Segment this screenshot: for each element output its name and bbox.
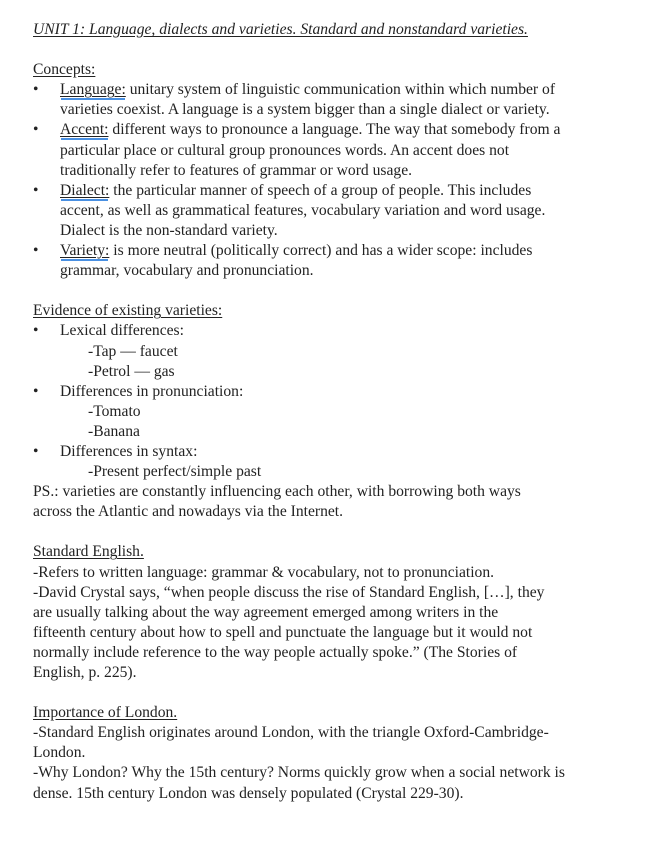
concept-definition: the particular manner of speech of a group of people. This includes: [109, 181, 532, 199]
concept-definition-line: traditionally refer to features of grammar or word usage.: [60, 161, 413, 179]
paragraph-line: normally include reference to the way people actually spoke.” (The Stories of: [33, 643, 518, 661]
evidence-example: -Tomato: [88, 402, 141, 420]
ps-line: PS.: varieties are constantly influencing each other, with borrowing both ways: [33, 483, 521, 501]
evidence-example: -Petrol — gas: [88, 362, 175, 380]
bullet-icon: •: [33, 181, 39, 199]
concept-definition-line: grammar, vocabulary and pronunciation.: [60, 262, 314, 280]
bullet-icon: •: [33, 382, 39, 400]
london-paragraph: [33, 723, 648, 803]
evidence-example: -Present perfect/simple past: [88, 463, 262, 481]
evidence-label: Differences in pronunciation:: [60, 382, 244, 400]
evidence-item: [33, 321, 648, 341]
concepts-heading: Concepts:: [33, 61, 96, 79]
evidence-heading: Evidence of existing varieties:: [33, 302, 223, 320]
evidence-label: Lexical differences:: [60, 322, 184, 340]
bullet-icon: •: [33, 242, 39, 260]
evidence-list: [33, 321, 648, 482]
paragraph-line: fifteenth century about how to spell and punctuate the language but it would not: [33, 623, 533, 641]
evidence-example: -Banana: [88, 422, 140, 440]
concept-definition: different ways to pronounce a language. The way that somebody from a: [108, 121, 561, 139]
concept-term: Dialect:: [60, 181, 110, 199]
paragraph-line: -David Crystal says, “when people discuss the rise of Standard English, […], they: [33, 583, 545, 601]
concept-definition-line: Dialect is the non-standard variety.: [60, 221, 278, 239]
concept-item: [33, 241, 648, 261]
paragraph-line: are usually talking about the way agreement emerged among writers in the: [33, 603, 499, 621]
paragraph-line: -Refers to written language: grammar & vocabulary, not to pronunciation.: [33, 563, 495, 581]
evidence-item: [33, 442, 648, 462]
bullet-icon: •: [33, 81, 39, 99]
concept-term: Language:: [60, 81, 126, 99]
paragraph-line: English, p. 225).: [33, 664, 137, 681]
concept-definition-line: accent, as well as grammatical features, vocabulary variation and word usage.: [60, 201, 546, 219]
bullet-icon: •: [33, 121, 39, 139]
paragraph-line: dense. 15th century London was densely populated (Crystal 229-30).: [33, 784, 464, 802]
standard-english-paragraph: [33, 563, 648, 684]
concept-item: [33, 80, 648, 100]
unit-title: UNIT 1: Language, dialects and varieties. Standard and nonstandard varieties.: [33, 21, 528, 38]
concept-definition: is more neutral (politically correct) and has a wider scope: includes: [109, 242, 533, 260]
paragraph-line: London.: [33, 744, 86, 762]
concepts-list: [33, 80, 648, 281]
evidence-example: -Tap — faucet: [88, 342, 178, 360]
evidence-label: Differences in syntax:: [60, 442, 198, 460]
paragraph-line: -Standard English originates around London, with the triangle Oxford-Cambridge-: [33, 724, 549, 742]
standard-english-heading: Standard English.: [33, 543, 144, 561]
london-heading: Importance of London.: [33, 704, 178, 722]
bullet-icon: •: [33, 322, 39, 340]
concept-term: Accent:: [60, 121, 109, 139]
concept-definition-line: varieties coexist. A language is a system bigger than a single dialect or variety.: [60, 101, 550, 119]
evidence-item: [33, 382, 648, 402]
ps-line: across the Atlantic and nowadays via the Internet.: [33, 503, 344, 521]
concept-term: Variety:: [60, 242, 110, 260]
paragraph-line: -Why London? Why the 15th century? Norms quickly grow when a social network is: [33, 764, 565, 782]
bullet-icon: •: [33, 442, 39, 460]
concept-item: [33, 120, 648, 140]
concept-definition: unitary system of linguistic communication within which number of: [125, 81, 556, 99]
document-page: [33, 20, 648, 804]
concept-definition-line: particular place or cultural group pronounces words. An accent does not: [60, 141, 510, 159]
concept-item: [33, 181, 648, 201]
